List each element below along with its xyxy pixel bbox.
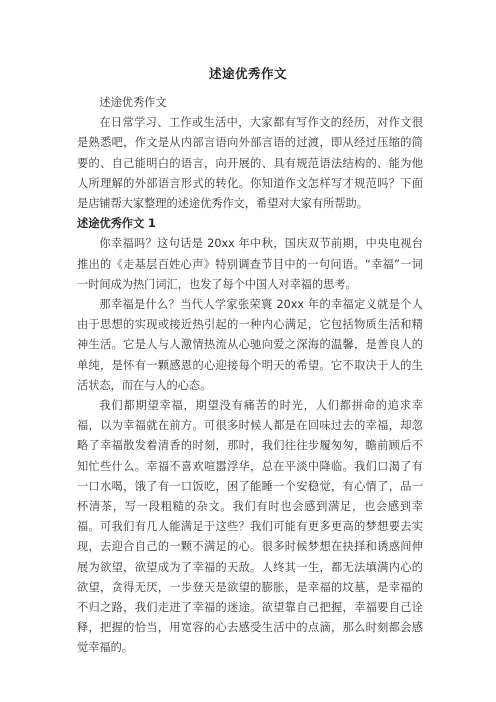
paragraph-reflection: 我们都期望幸福，期望没有痛苦的时光，人们都拼命的追求幸福，以为幸福就在前方。可很多时候人都是在回味过去的幸福，却忽略了幸福散发着清香的时刻，那时，我们往往步履匆匆，瞻前顾后不知忙些什么。幸福不喜欢喧嚣浮华，总在平淡中降临。我们口渴了有一口水喝，饿了有一口饭吃，困了能睡一个安稳觉，有心情了，品一杯清茶，写一段粗糙的杂文。我们有时也会感到满足，也会感到幸福。可我们有几人能满足于这些？我们可能有更多更高的梦想要去实现，去迎合自己的一颗不满足的心。很多时候梦想在抉择和诱惑间伸展为欲望，欲望成为了幸福的天敌。人终其一生，都无法填满内心的欲望，贪得无厌，一步登天是欲望的膨胀，是幸福的坟墓，是幸福的不归之路，我们走进了幸福的迷途。欲望靠自己把握，幸福要自己诠释，把握的恰当，用宽容的心去感受生活中的点滴，那么时刻都会感觉幸福的。 — [77, 399, 423, 655]
paragraph-intro: 在日常学习、工作或生活中，大家都有写作文的经历，对作文很是熟悉吧，作文是从内部言语向外部言语的过渡，即从经过压缩的简要的、自己能明白的语言，向开展的、具有规范语法结构的、能为他人所理解的外部语言形式的转化。你知道作文怎样写才规范吗？下面是店铺帮大家整理的述途优秀作文，希望对大家有所帮助。 — [77, 116, 423, 211]
paragraph-question: 你幸福吗？这句话是 20xx 年中秋，国庆双节前期，中央电视台推出的《走基层百姓心声》特别调查节目中的一句问语。“幸福”一词一时间成为热门词汇，也发了每个中国人对幸福的思考。 — [77, 237, 423, 291]
document-title: 述途优秀作文 — [208, 66, 287, 81]
section-heading: 述途优秀作文 1 — [77, 217, 156, 231]
document-body — [77, 93, 423, 659]
paragraph-intro-label: 述途优秀作文 — [99, 96, 167, 109]
paragraph-definition: 那幸福是什么？当代人学家张荣寰 20xx 年的幸福定义就是个人由于思想的实现或接近热引起的一种内心满足，它包括物质生活和精神生活。它是人与人激情热流从心驰向爱之深海的温馨，是善良人的单纯，是怀有一颗感恩的心迎接每个明天的希望。它不取决于人的生活状态，而在与人的心态。 — [77, 298, 423, 392]
